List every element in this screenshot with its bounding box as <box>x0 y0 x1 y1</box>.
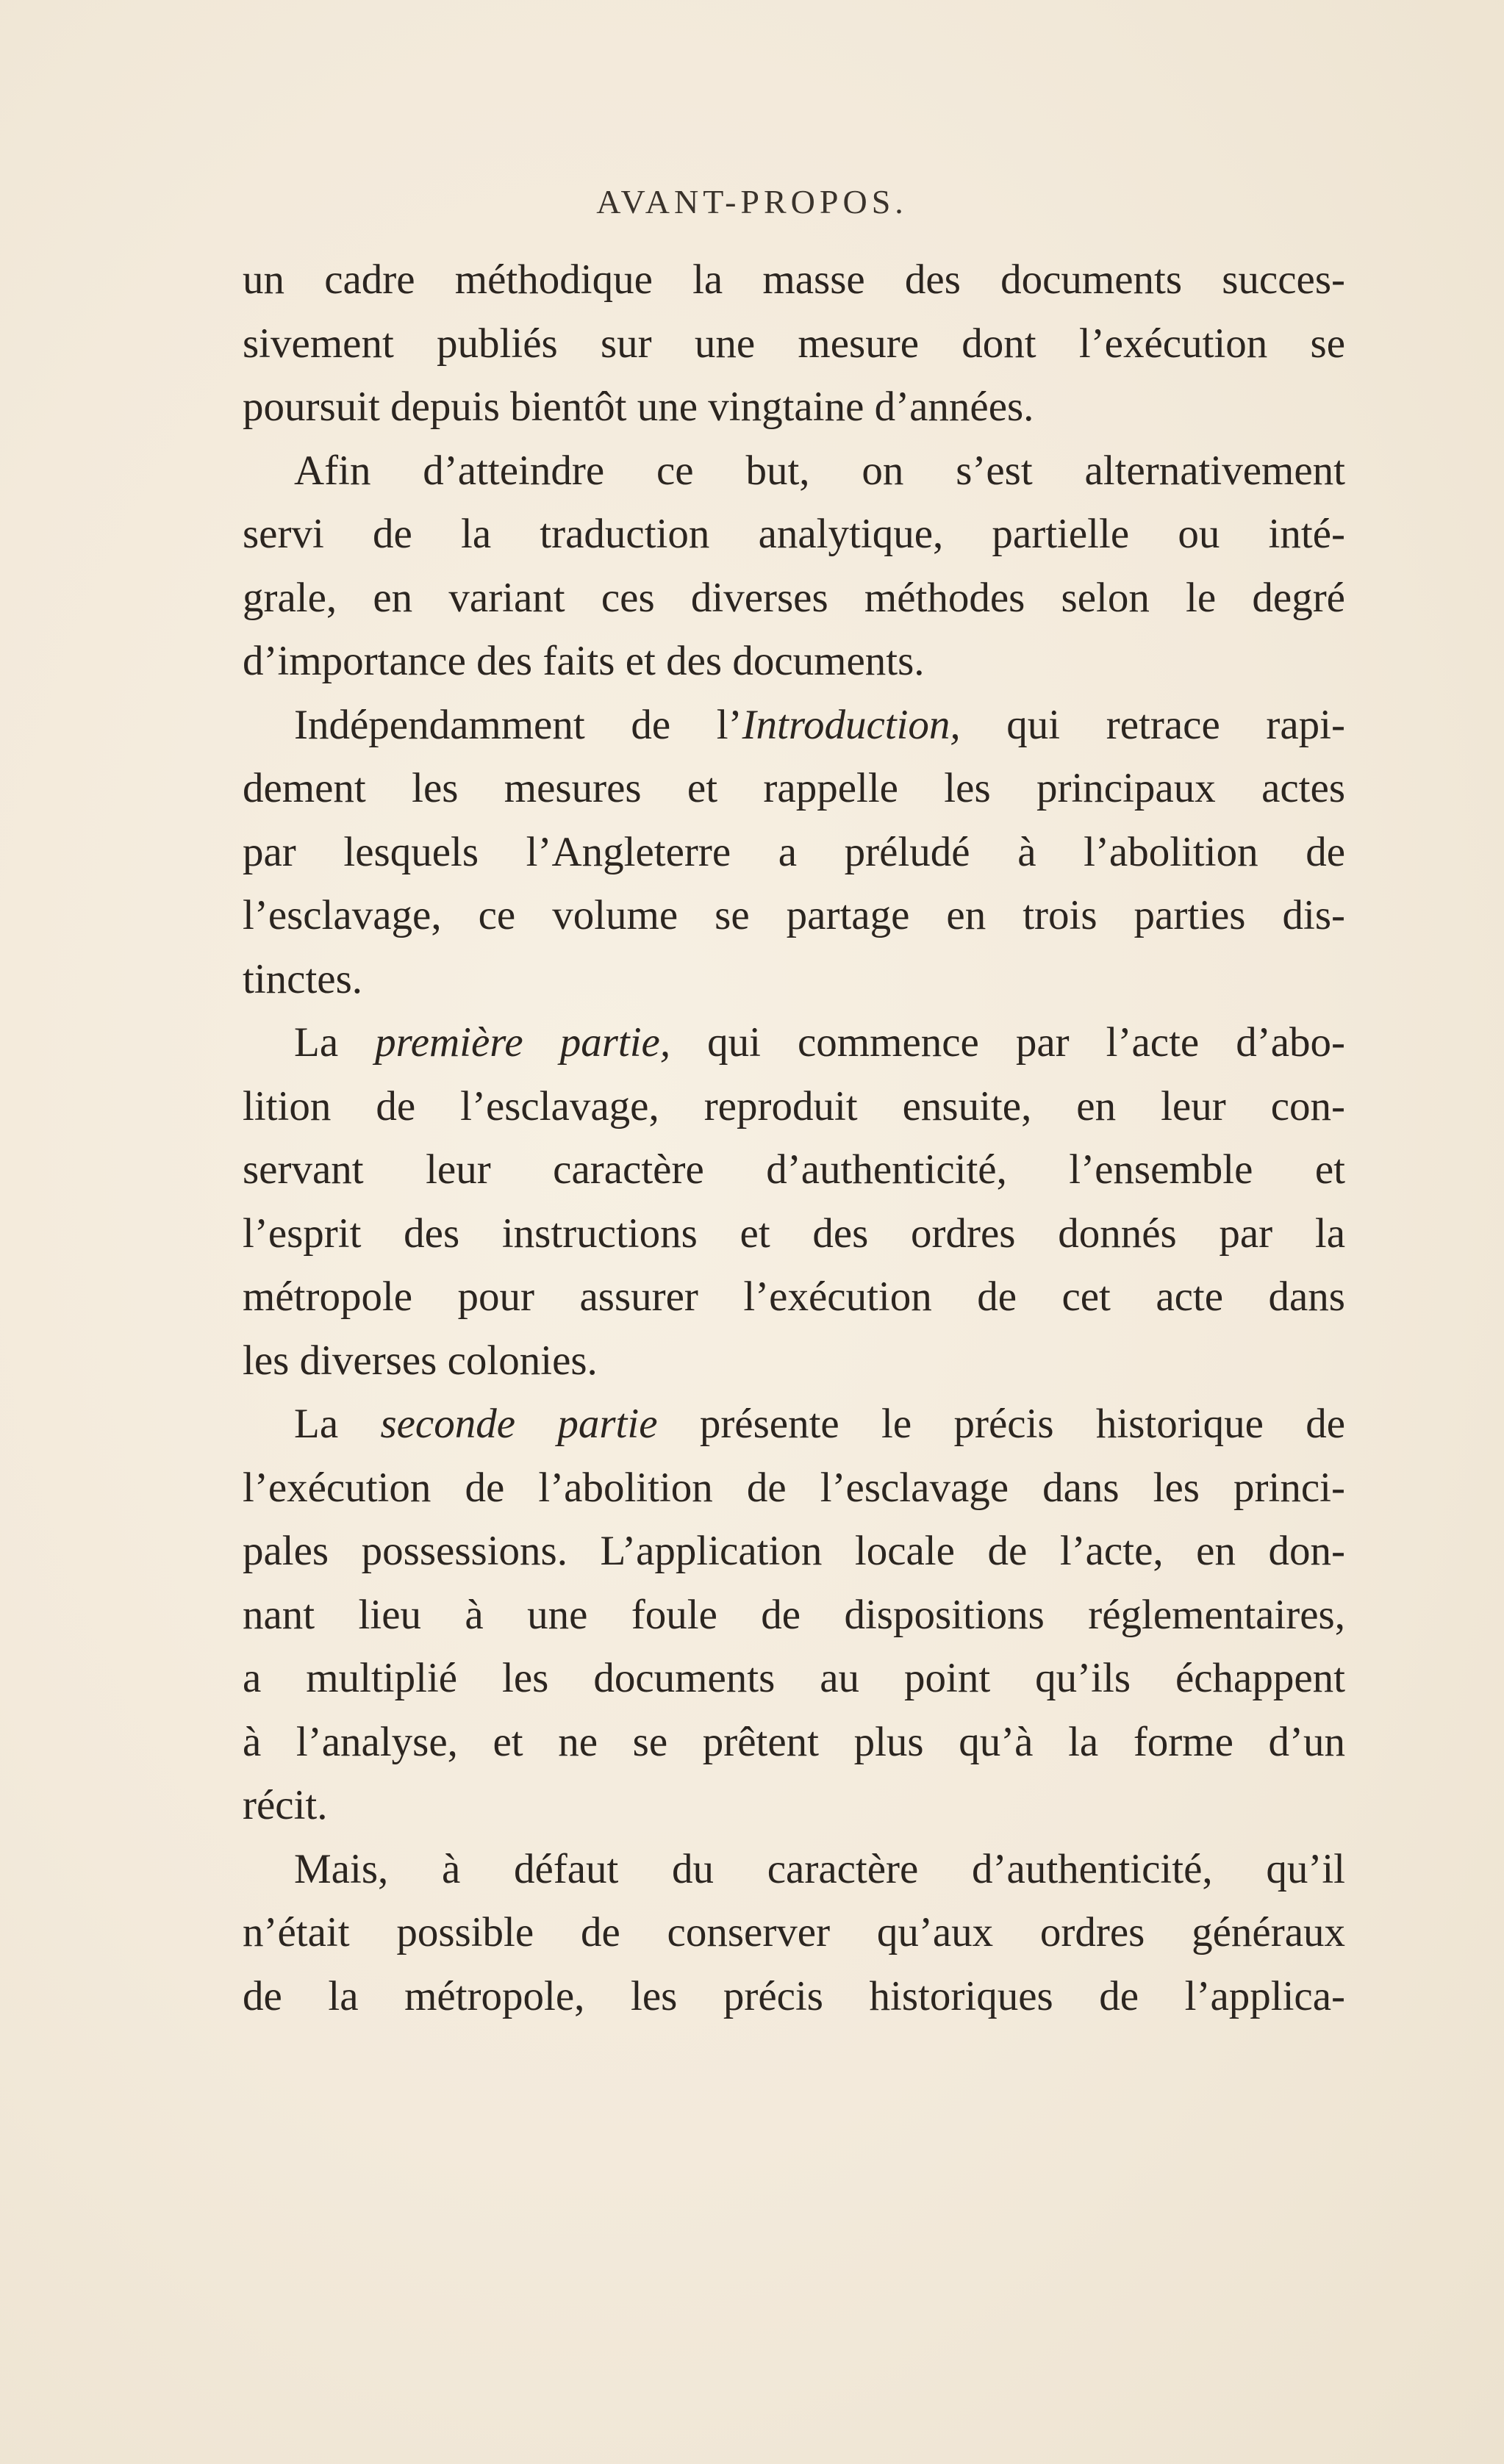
text-segment: servi de la traduction analytique, partielle ou inté- <box>243 511 1345 557</box>
text-segment: les diverses colonies. <box>243 1337 598 1384</box>
text-segment: Indépendamment de l’ <box>294 701 742 748</box>
text-segment: tinctes. <box>243 955 363 1002</box>
text-line <box>243 1711 1345 1775</box>
text-segment: a multiplié les documents au point qu’ils échappent <box>243 1655 1345 1701</box>
running-head: AVANT-PROPOS. <box>596 183 908 220</box>
text-segment: servant leur caractère d’authenticité, l’ensemble et <box>243 1146 1345 1193</box>
text-line <box>243 1329 1345 1393</box>
text-segment: Afin d’atteindre ce but, on s’est alternativement <box>294 447 1345 494</box>
text-line <box>243 1075 1345 1139</box>
text-line <box>243 1647 1345 1711</box>
text-line <box>243 567 1345 631</box>
text-segment: n’était possible de conserver qu’aux ordres généraux <box>243 1909 1345 1955</box>
text-segment: de la métropole, les précis historiques de l’applica- <box>243 1972 1345 2019</box>
text-segment: nant lieu à une foule de dispositions réglementaires, <box>243 1591 1345 1638</box>
text-segment: Mais, à défaut du caractère d’authenticité, qu’il <box>294 1845 1345 1892</box>
text-line <box>243 503 1345 567</box>
text-line <box>243 1457 1345 1520</box>
text-line <box>243 1265 1345 1329</box>
text-segment: lition de l’esclavage, reproduit ensuite, en leur con- <box>243 1082 1345 1129</box>
text-line <box>243 1584 1345 1648</box>
text-segment: présente le précis historique de <box>657 1401 1345 1447</box>
text-line <box>243 757 1345 821</box>
text-line <box>243 630 1345 694</box>
text-segment: métropole pour assurer l’exécution de cet acte dans <box>243 1274 1345 1320</box>
text-segment: l’exécution de l’abolition de l’esclavage dans les princi- <box>243 1464 1345 1511</box>
text-segment: sivement publiés sur une mesure dont l’exécution se <box>243 320 1345 367</box>
text-line <box>243 1838 1345 1902</box>
text-segment: l’esprit des instructions et des ordres donnés par la <box>243 1210 1345 1257</box>
text-segment: pales possessions. L’application locale de l’acte, en don- <box>243 1528 1345 1574</box>
text-segment: poursuit depuis bientôt une vingtaine d’années. <box>243 384 1034 430</box>
text-line <box>243 376 1345 439</box>
text-line <box>243 884 1345 948</box>
italic-text: Introduction, <box>742 701 961 748</box>
text-segment: La <box>294 1019 376 1066</box>
text-segment: grale, en variant ces diverses méthodes selon le degré <box>243 574 1345 621</box>
text-segment: dement les mesures et rappelle les principaux actes <box>243 765 1345 811</box>
text-segment: par lesquels l’Angleterre a préludé à l’abolition de <box>243 828 1345 875</box>
text-segment: un cadre méthodique la masse des documents succes- <box>243 256 1345 303</box>
text-line <box>243 1901 1345 1965</box>
text-line <box>243 1138 1345 1202</box>
italic-text: première partie, <box>375 1019 671 1066</box>
text-segment: La <box>294 1401 381 1447</box>
text-line <box>243 312 1345 376</box>
text-line <box>243 1393 1345 1457</box>
italic-text: seconde partie <box>380 1401 658 1447</box>
text-line <box>243 439 1345 503</box>
body-text <box>243 248 1345 2028</box>
text-segment: qui commence par l’acte d’abo- <box>670 1019 1346 1066</box>
text-line <box>243 1965 1345 2029</box>
text-segment: qui retrace rapi- <box>960 701 1345 748</box>
text-line <box>243 248 1345 312</box>
text-line <box>243 694 1345 758</box>
text-line <box>243 1202 1345 1266</box>
text-line <box>243 1520 1345 1584</box>
text-segment: à l’analyse, et ne se prêtent plus qu’à la forme d’un <box>243 1718 1345 1765</box>
text-line <box>243 821 1345 885</box>
text-segment: d’importance des faits et des documents. <box>243 638 925 684</box>
text-segment: récit. <box>243 1782 328 1828</box>
text-segment: l’esclavage, ce volume se partage en trois parties dis- <box>243 892 1345 938</box>
text-line <box>243 1011 1345 1075</box>
text-line <box>243 948 1345 1012</box>
text-line <box>243 1774 1345 1838</box>
